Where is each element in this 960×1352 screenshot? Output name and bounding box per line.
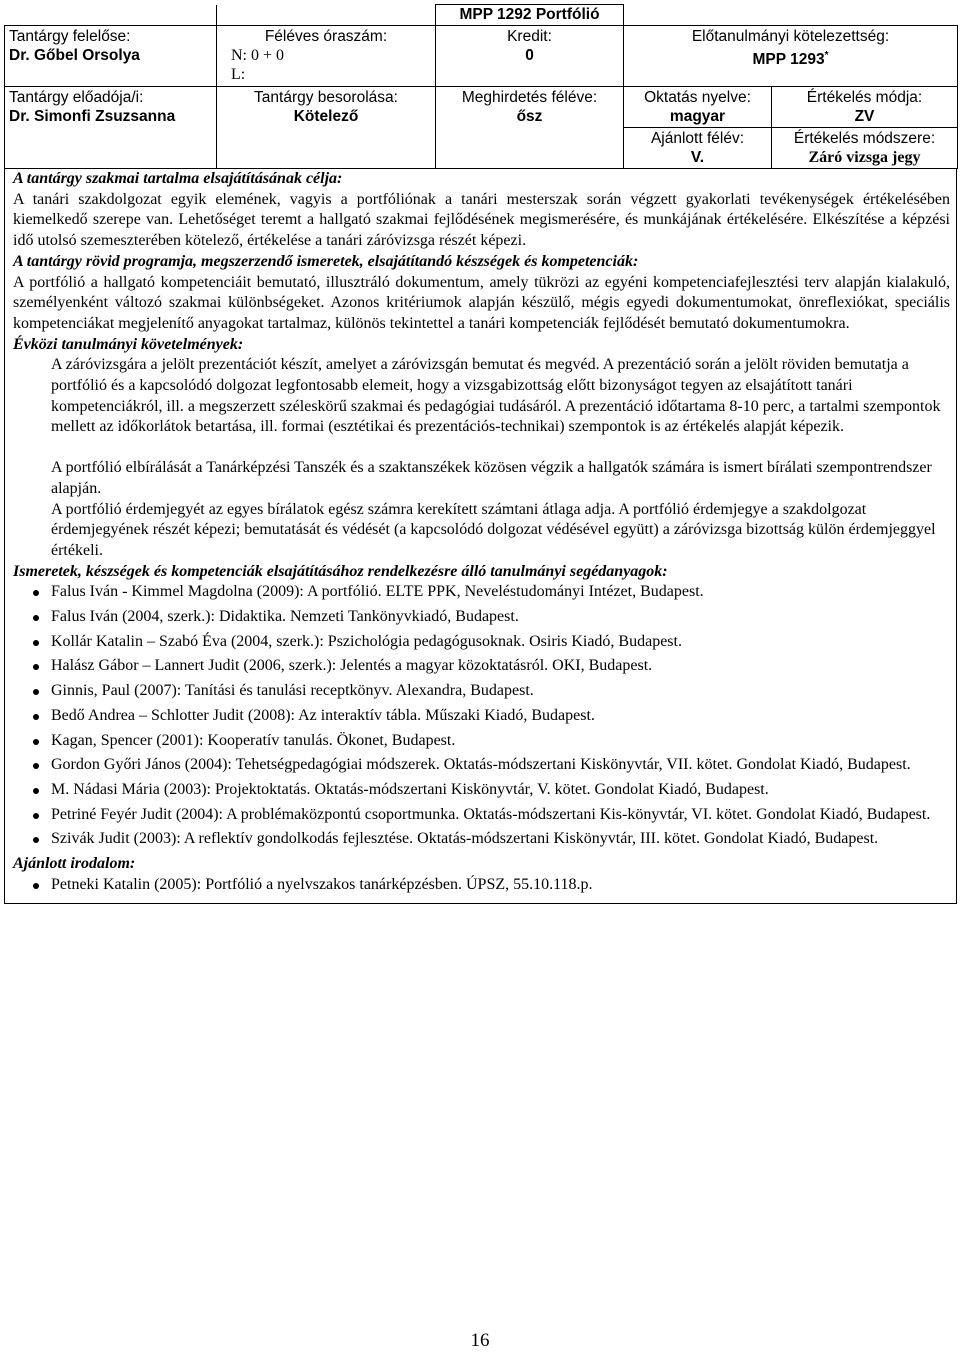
list-item: Falus Iván - Kimmel Magdolna (2009): A portfólió. ELTE PPK, Neveléstudományi Intézet, Budapest.	[13, 582, 950, 603]
kovetelmeny-heading: Évközi tanulmányi követelmények:	[13, 335, 244, 353]
list-item: Kagan, Spencer (2001): Kooperatív tanulás. Ökonet, Budapest.	[13, 731, 950, 752]
ertekeles-modszere-label: Értékelés módszere:	[793, 130, 936, 147]
list-item: Ginnis, Paul (2007): Tanítási és tanulási receptkönyv. Alexandra, Budapest.	[13, 681, 950, 702]
besorolas-value: Kötelező	[293, 108, 359, 125]
bullet-icon	[33, 813, 39, 819]
elotan-label: Előtanulmányi kötelezettség:	[691, 28, 890, 45]
ajanlott-value: V.	[690, 149, 705, 166]
meghirdetes-label: Meghirdetés féléve:	[461, 89, 598, 106]
irodalom-heading: Ajánlott irodalom:	[13, 855, 136, 873]
ora-n: N: 0 + 0	[231, 47, 285, 64]
bullet-icon	[33, 837, 39, 843]
bullet-icon	[33, 640, 39, 646]
list-item: Falus Iván (2004, szerk.): Didaktika. Nemzeti Tankönyvkiadó, Budapest.	[13, 607, 950, 628]
nyelv-label: Oktatás nyelve:	[644, 89, 751, 106]
ora-label: Féléves óraszám:	[264, 28, 388, 45]
ertekeles-modja-label: Értékelés módja:	[806, 89, 923, 106]
nyelv-value: magyar	[669, 108, 726, 125]
list-item: Kollár Katalin – Szabó Éva (2004, szerk.): Pszichológia pedagógusoknak. Osiris Kiadó, Budapest.	[13, 632, 950, 653]
list-item: Petriné Feyér Judit (2004): A problémaközpontú csoportmunka. Oktatás-módszertani Kis-könyvtár, VI. kötet. Gondolat Kiadó, Budapest.	[13, 805, 950, 826]
kredit-value: 0	[525, 47, 534, 64]
eloado-name: Dr. Simonfi Zsuzsanna	[9, 108, 176, 125]
list-item: Bedő Andrea – Schlotter Judit (2008): Az interaktív tábla. Műszaki Kiadó, Budapest.	[13, 706, 950, 727]
list-item: Szivák Judit (2003): A reflektív gondolkodás fejlesztése. Oktatás-módszertani Kiskönyvtár, III. kötet. Gondolat Kiadó, Budapest.	[13, 829, 950, 850]
bullet-icon	[33, 590, 39, 596]
cel-text: A tanári szakdolgozat egyik elemének, vagyis a portfóliónak a tanári mesterszak során végzett gyakorlati tevékenységek értékelésében kiemelkedő szerepe van. Lehetőséget teremt a hallgató szakmai fejlődésének megismerésére, és munkájának értékelésére. Elkészítése a képzési idő utolsó szemeszterében kötelező, értékelése a tanári záróvizsga részét képezi.	[13, 190, 950, 250]
eloado-label: Tantárgy előadója/i:	[9, 89, 144, 106]
segedanyag-heading: Ismeretek, készségek és kompetenciák elsajátításához rendelkezésre álló tanulmányi segédanyagok:	[13, 562, 668, 580]
meghirdetes-value: ősz	[516, 108, 543, 125]
elotan-sup: *	[824, 50, 829, 61]
program-text: A portfólió a hallgató kompetenciáit bemutató, illusztráló dokumentum, amely tükrözi az egyéni kompetenciafejlesztési terv alapján kialakuló, személyenként változó szakmai különbségeket. Azonos kritériumok alapján készülő, mégis egyedi dokumentumokat, önreflexiókat, speciális kompetenciákat megjelenítő anyagokat tartalmaz, különös tekintettel a tanári kompetenciák fejlődését bemutató dokumentumokra.	[13, 273, 950, 332]
list-item: Halász Gábor – Lannert Judit (2006, szerk.): Jelentés a magyar közoktatásról. OKI, Budapest.	[13, 656, 950, 677]
bullet-icon	[33, 763, 39, 769]
list-item: Petneki Katalin (2005): Portfólió a nyelvszakos tanárképzésben. ÚPSZ, 55.10.118.p.	[13, 875, 950, 896]
besorolas-label: Tantárgy besorolása:	[254, 89, 398, 106]
ertekeles-modszere-value: Záró vizsga jegy	[808, 149, 921, 166]
kovetelmeny-p3: A portfólió érdemjegyét az egyes bírálatok egész számra kerekített számtani átlaga adja. A portfólió érdemjegye a szakdolgozat érdemjegyének részét képezi; bemutatását és védését (a kapcsolódó dolgozat védésével együtt) a záróvizsga bizottság külön érdemjeggyel értékeli.	[51, 500, 936, 559]
ora-l: L:	[231, 66, 246, 83]
bullet-icon	[33, 788, 39, 794]
ertekeles-modja-value: ZV	[854, 108, 875, 125]
page-number: 16	[470, 1330, 490, 1351]
irodalom-list	[13, 875, 950, 896]
bullet-icon	[33, 689, 39, 695]
program-heading: A tantárgy rövid programja, megszerzendő ismeretek, elsajátítandó készségek és kompetenciák:	[13, 252, 639, 270]
ajanlott-label: Ajánlott félév:	[650, 130, 745, 147]
segedanyag-list	[13, 582, 950, 850]
course-header-table	[4, 4, 958, 169]
list-item: Gordon Győri János (2004): Tehetségpedagógiai módszerek. Oktatás-módszertani Kiskönyvtár, VII. kötet. Gondolat Kiadó, Budapest.	[13, 755, 950, 776]
course-title: MPP 1292 Portfólió	[436, 5, 624, 26]
syllabus-page	[4, 4, 957, 904]
kovetelmeny-p2: A portfólió elbírálását a Tanárképzési Tanszék és a szaktanszékek közösen végzik a hallgatók számára is ismert bírálati szempontrendszer alapján.	[51, 459, 932, 497]
list-item: M. Nádasi Mária (2003): Projektoktatás. Oktatás-módszertani Kiskönyvtár, V. kötet. Gondolat Kiadó, Budapest.	[13, 780, 950, 801]
felelos-label: Tantárgy felelőse:	[9, 28, 131, 45]
kredit-label: Kredit:	[507, 28, 552, 45]
bullet-icon	[33, 714, 39, 720]
course-content	[4, 169, 957, 904]
bullet-icon	[33, 883, 39, 889]
bullet-icon	[33, 615, 39, 621]
bullet-icon	[33, 739, 39, 745]
kovetelmeny-p1: A záróvizsgára a jelölt prezentációt készít, amelyet a záróvizsgán bemutat és megvéd. A prezentáció során a jelölt röviden bemutatja a portfólió és a kapcsolódó dolgozat legfontosabb elemeit, hogy a vizsgabizottság előtt bizonyságot tegyen az elsajátított tanári kompetenciákról, ill. a megszerzett széleskörű szakmai és pedagógiai tudásáról. A prezentáció időtartama 8-10 perc, a tartalmi szempontok mellett az időkorlátok betartása, ill. formai (esztétikai és prezentációs-technikai) szempontok is az értékelés alapját képezik.	[51, 356, 941, 436]
bullet-icon	[33, 664, 39, 670]
elotan-value: MPP 1293	[752, 51, 825, 69]
felelos-name: Dr. Gőbel Orsolya	[9, 47, 140, 64]
cel-heading: A tantárgy szakmai tartalma elsajátításának célja:	[13, 170, 343, 187]
